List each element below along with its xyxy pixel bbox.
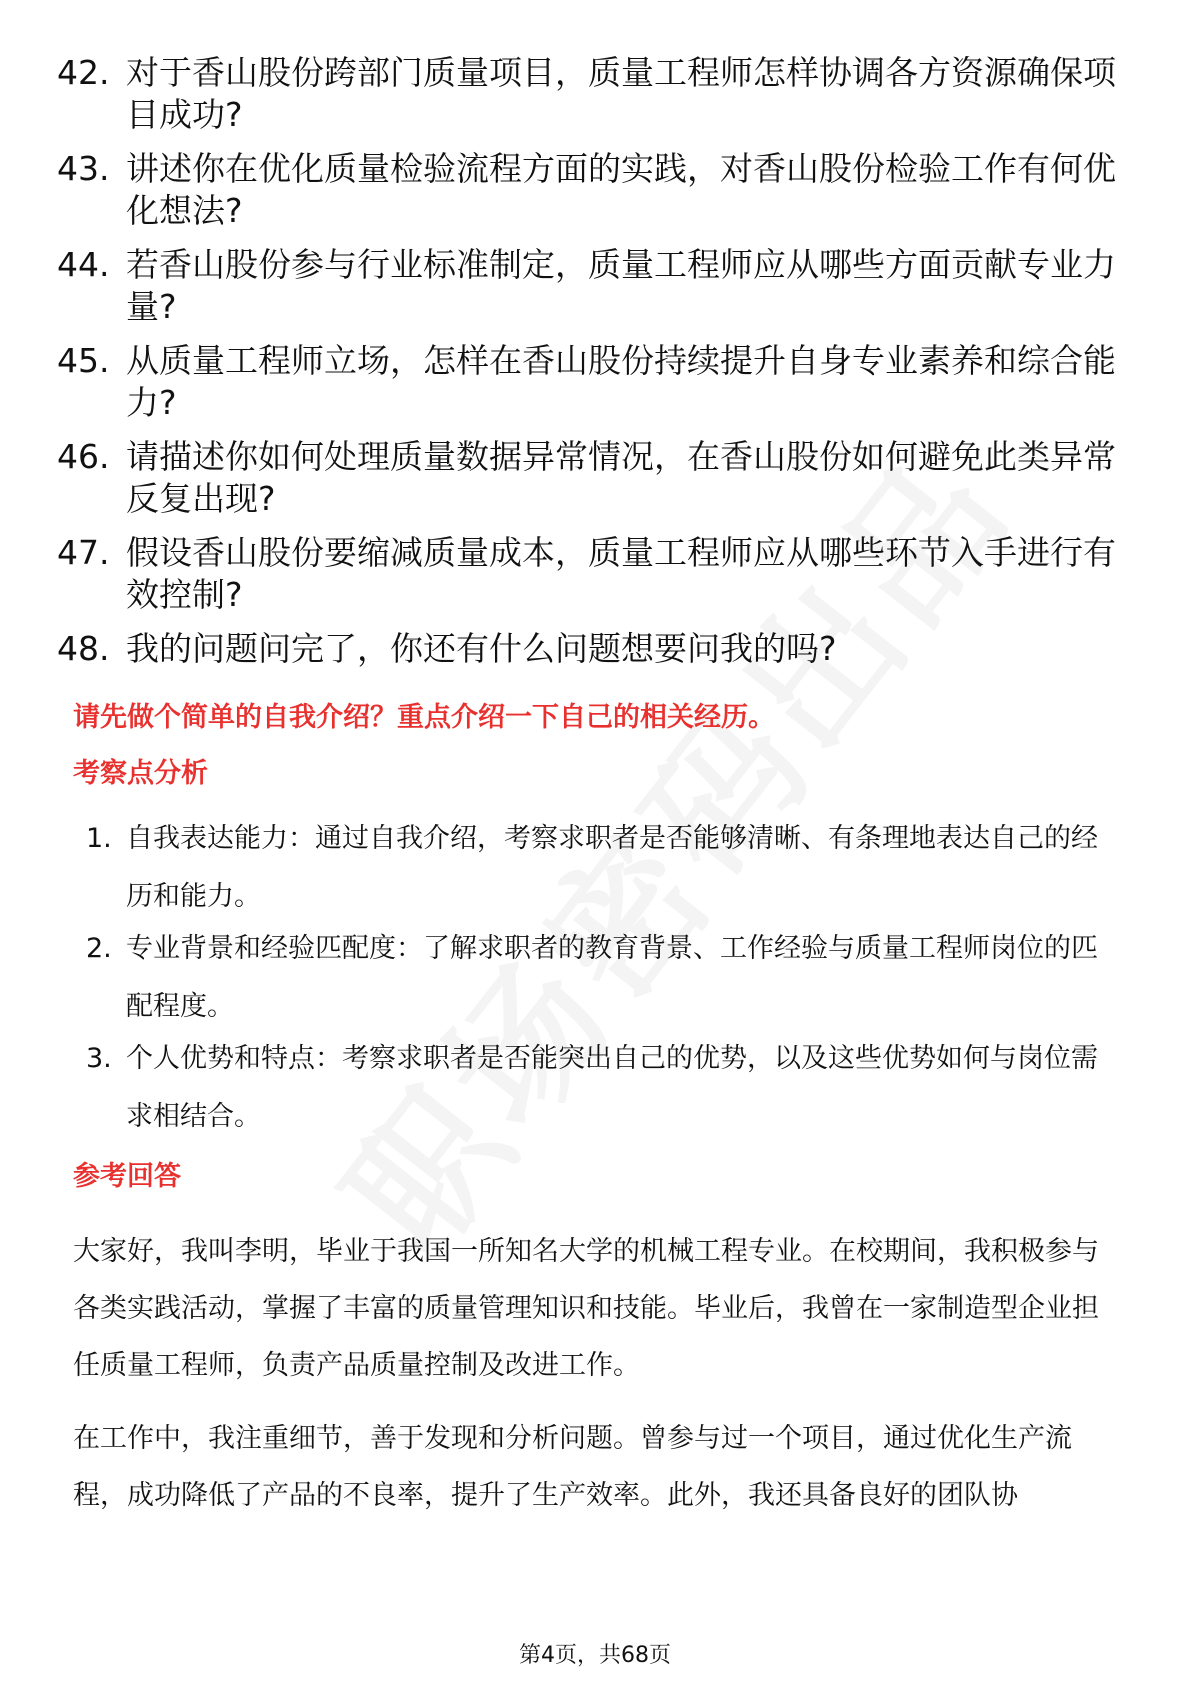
section-question-title: 请先做个简单的自我介绍？重点介绍一下自己的相关经历。 <box>73 702 775 733</box>
analysis-point-number: 3. <box>86 1043 112 1074</box>
analysis-point <box>86 1030 1116 1146</box>
page-footer: 第4页，共68页 <box>519 1643 671 1668</box>
question-44 <box>57 244 1117 328</box>
question-42 <box>57 52 1117 136</box>
answer-paragraph: 在工作中，我注重细节，善于发现和分析问题。曾参与过一个项目，通过优化生产流程，成功降低了产品的不良率，提升了生产效率。此外，我还具备良好的团队协 <box>73 1423 1072 1511</box>
analysis-point-number: 1. <box>86 823 112 854</box>
analysis-point <box>86 810 1116 926</box>
question-number: 42. <box>57 53 110 92</box>
question-45 <box>57 340 1117 424</box>
analysis-point-number: 2. <box>86 933 112 964</box>
question-number: 43. <box>57 149 110 188</box>
question-48 <box>57 628 1117 670</box>
question-number: 48. <box>57 629 110 668</box>
question-number: 45. <box>57 341 110 380</box>
question-47 <box>57 532 1117 616</box>
question-43 <box>57 148 1117 232</box>
question-text: 若香山股份参与行业标准制定，质量工程师应从哪些方面贡献专业力量? <box>126 245 1116 326</box>
analysis-point-text: 自我表达能力：通过自我介绍，考察求职者是否能够清晰、有条理地表达自己的经历和能力。 <box>126 823 1098 912</box>
question-text: 假设香山股份要缩减质量成本，质量工程师应从哪些环节入手进行有效控制? <box>126 533 1116 614</box>
analysis-point-text: 专业背景和经验匹配度：了解求职者的教育背景、工作经验与质量工程师岗位的匹配程度。 <box>126 933 1098 1022</box>
question-text: 从质量工程师立场，怎样在香山股份持续提升自身专业素养和综合能力? <box>126 341 1116 422</box>
question-text: 请描述你如何处理质量数据异常情况，在香山股份如何避免此类异常反复出现? <box>126 437 1116 518</box>
analysis-heading: 考察点分析 <box>73 758 208 789</box>
answer-heading: 参考回答 <box>73 1161 181 1192</box>
analysis-point-text: 个人优势和特点：考察求职者是否能突出自己的优势，以及这些优势如何与岗位需求相结合。 <box>126 1043 1098 1132</box>
answer-paragraph: 大家好，我叫李明，毕业于我国一所知名大学的机械工程专业。在校期间，我积极参与各类实践活动，掌握了丰富的质量管理知识和技能。毕业后，我曾在一家制造型企业担任质量工程师，负责产品质量控制及改进工作。 <box>73 1236 1099 1381</box>
question-number: 44. <box>57 245 110 284</box>
question-text: 我的问题问完了，你还有什么问题想要问我的吗? <box>126 629 837 668</box>
question-text: 对于香山股份跨部门质量项目，质量工程师怎样协调各方资源确保项目成功? <box>126 53 1116 134</box>
question-number: 47. <box>57 533 110 572</box>
analysis-point <box>86 920 1116 1036</box>
question-number: 46. <box>57 437 110 476</box>
question-46 <box>57 436 1117 520</box>
question-text: 讲述你在优化质量检验流程方面的实践，对香山股份检验工作有何优化想法? <box>126 149 1116 230</box>
